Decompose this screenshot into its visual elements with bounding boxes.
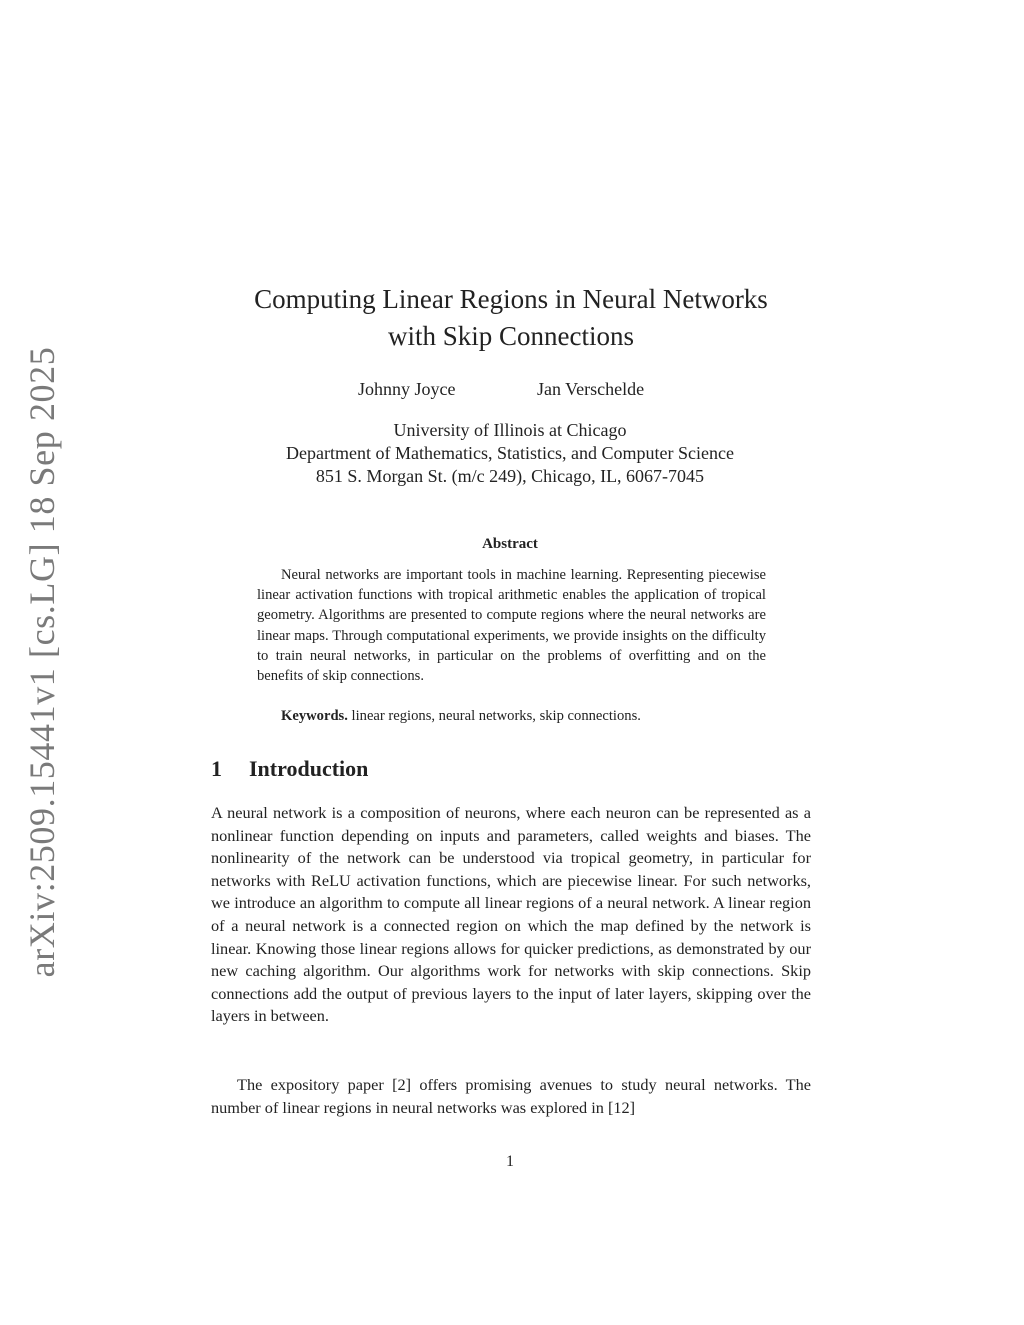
keywords-label: Keywords. <box>281 708 348 724</box>
paper-title-line-2: with Skip Connections <box>387 321 634 351</box>
abstract-text: Neural networks are important tools in machine learning. Representing piecewise linear activation functions with tropical arithmetic enables the application of tropical geometry. Algorithms are presented to compute regions where the neural networks are linear maps. Through computational experiments, we provide insights on the difficulty to train neural networks, in particular on the problems of overfitting and on the benefits of skip connections. <box>257 567 766 685</box>
intro-paragraph: A neural network is a composition of neurons, where each neuron can be represented as a nonlinear function depending on inputs and parameters, called weights and biases. The nonlinearity of the network can be understood via tropical geometry, in particular for networks with ReLU activation functions, which are piecewise linear. For such networks, we introduce an algorithm to compute all linear regions of a neural network. A linear region of a neural network is a connected region on which the map defined by the network is linear. Knowing those linear regions allows for quicker predictions, as demonstrated by our new caching algorithm. Our algorithms work for networks with skip connections. Skip connections add the output of previous layers to the input of later layers, skipping over the layers in between. <box>211 803 811 1026</box>
arxiv-identifier-stamp: arXiv:2509.15441v1 [cs.LG] 18 Sep 2025 <box>22 346 62 978</box>
intro-paragraph: The expository paper [2] offers promising avenues to study neural networks. The number of linear regions in neural networks was explored in [12] <box>211 1075 811 1117</box>
affiliation-address: 851 S. Morgan St. (m/c 249), Chicago, IL, 6067-7045 <box>315 466 705 486</box>
page-number: 1 <box>506 1153 514 1170</box>
section-heading-introduction <box>211 756 368 782</box>
affiliation-university: University of Illinois at Chicago <box>393 420 627 440</box>
affiliation-department: Department of Mathematics, Statistics, and Computer Science <box>286 443 734 463</box>
keywords-text: linear regions, neural networks, skip connections. <box>351 708 641 724</box>
author-name: Johnny Joyce <box>358 379 456 399</box>
keywords-line <box>257 706 766 726</box>
section-title: Introduction <box>249 756 369 781</box>
section-number: 1 <box>211 756 222 781</box>
author-name: Jan Verschelde <box>537 379 645 399</box>
abstract-heading: Abstract <box>482 536 538 552</box>
paper-title-line-1: Computing Linear Regions in Neural Networks <box>254 284 768 314</box>
